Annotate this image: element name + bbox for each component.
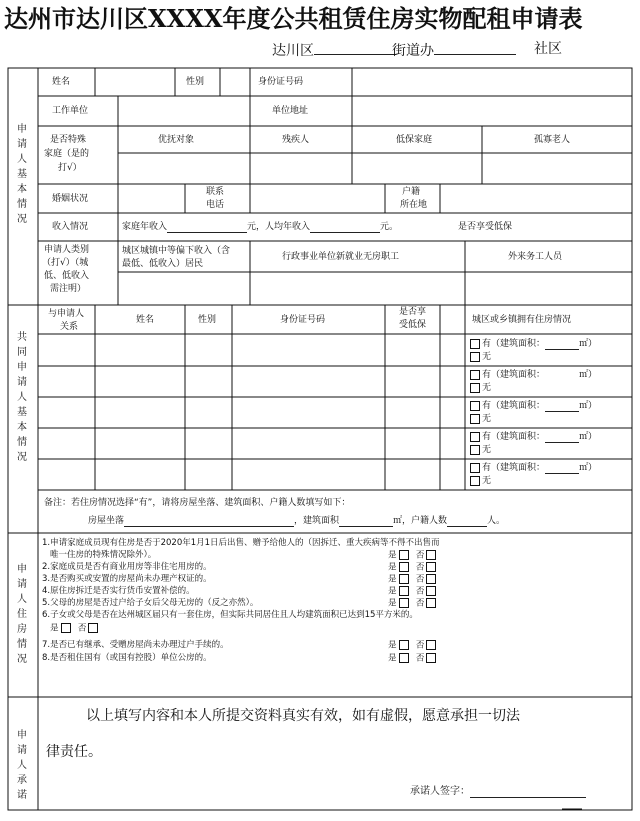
- category-c-label: 外来务工人员: [508, 252, 563, 262]
- question-6a: 6.子女或父母是否在达州城区届只有一套住房，但实际共同居住且人均建筑面积已达到15平方米的。: [42, 610, 418, 620]
- house-location-blank[interactable]: [124, 515, 294, 527]
- category-a-label-2: 最低、低收入）居民: [122, 259, 204, 269]
- yes-text: 是: [388, 640, 397, 651]
- question-8-answer: [388, 653, 438, 665]
- yes-text: 是: [388, 550, 397, 561]
- note-line-2: [88, 515, 505, 527]
- member-gender-header: 性别: [198, 315, 217, 325]
- contact-label-2: 电话: [206, 200, 225, 210]
- yes-checkbox[interactable]: [399, 586, 409, 596]
- question-7-answer: [388, 640, 438, 652]
- housing-has-checkbox[interactable]: [470, 339, 480, 349]
- relation-header-2: 关系: [60, 322, 79, 332]
- district-label: 达川区: [272, 43, 314, 59]
- housing-row-4: [468, 431, 597, 443]
- house-area-blank[interactable]: [339, 515, 393, 527]
- yes-text: 是: [388, 586, 397, 597]
- housing-area-blank[interactable]: [545, 462, 579, 474]
- section2-label: [16, 330, 30, 465]
- income-text: 家庭年收入: [122, 222, 168, 232]
- special-family-label-3: 打√）: [58, 163, 82, 173]
- section1-label-text: 申请人基本情况: [17, 124, 27, 225]
- office-label: 街道办: [392, 43, 434, 59]
- housing-has-text: 有（建筑面积：: [482, 401, 546, 411]
- housing-row-4-none: [468, 444, 491, 456]
- housing-unit-text: ㎡）: [579, 370, 598, 380]
- question-2-answer: [388, 562, 438, 574]
- note-area-unit-text: ㎡，户籍人数: [393, 516, 448, 526]
- yes-text: 是: [388, 574, 397, 585]
- employer-address-label: 单位地址: [272, 106, 309, 116]
- relation-header-1: 与申请人: [48, 309, 85, 319]
- yes-checkbox[interactable]: [399, 574, 409, 584]
- category-label-3: 低、低收入: [44, 271, 90, 281]
- housing-unit-text: ㎡）: [579, 463, 598, 473]
- pledge-line-2: 律责任。: [46, 744, 102, 760]
- special-family-label-2: 家庭（是的: [44, 149, 90, 159]
- note-line-1: 备注：若住房情况选择“有”，请将房屋坐落、建筑面积、户籍人数填写如下：: [44, 498, 351, 508]
- disabled-label: 残疾人: [282, 135, 310, 145]
- question-5: 5.父母的房屋是否过户给子女后父母无房的（反之亦然）。: [42, 598, 259, 608]
- no-text: 否: [415, 562, 425, 573]
- housing-none-text: 无: [482, 476, 492, 486]
- section1-label: [16, 122, 30, 227]
- section4-label: [16, 728, 30, 803]
- section3-label: [16, 562, 30, 667]
- member-name-header: 姓名: [136, 315, 155, 325]
- housing-row-3-none: [468, 413, 491, 425]
- housing-has-checkbox[interactable]: [470, 401, 480, 411]
- question-4-answer: [388, 586, 438, 598]
- hukou-label-1: 户籍: [402, 187, 421, 197]
- category-label-2: （打√）（城: [42, 258, 89, 268]
- housing-has-text: 有（建筑面积：: [482, 463, 546, 473]
- no-checkbox[interactable]: [426, 574, 436, 584]
- housing-none-text: 无: [482, 414, 492, 424]
- category-b-label: 行政事业单位新就业无房职工: [282, 252, 400, 262]
- signature-line: [410, 786, 586, 798]
- housing-none-checkbox[interactable]: [470, 352, 480, 362]
- signature-blank[interactable]: [470, 786, 586, 798]
- housing-none-checkbox[interactable]: [470, 476, 480, 486]
- category-label-1: 申请人类别: [44, 245, 90, 255]
- category-a-label-1: 城区城镇中等偏下收入（含: [122, 246, 231, 256]
- housing-row-2-none: [468, 382, 491, 394]
- hukou-count-blank[interactable]: [447, 515, 487, 527]
- yes-text: 是: [388, 653, 397, 664]
- housing-area-blank[interactable]: [545, 338, 579, 350]
- income-end-text: 元。: [380, 222, 399, 232]
- yes-checkbox[interactable]: [399, 562, 409, 572]
- hukou-label-2: 所在地: [400, 200, 428, 210]
- housing-row-1: [468, 338, 597, 350]
- yes-checkbox[interactable]: [399, 550, 409, 560]
- community-label: 社区: [534, 41, 562, 57]
- question-7: 7.是否已有继承、受赠房屋尚未办理过户手续的。: [42, 640, 229, 650]
- pledge-line-1: 以上填写内容和本人所提交资料真实有效，如有虚假，愿意承担一切法: [86, 708, 520, 724]
- yes-text: 是: [388, 598, 397, 609]
- note-location-text: 房屋坐落: [88, 516, 125, 526]
- id-number-label: 身份证号码: [258, 77, 304, 87]
- special-care-label: 优抚对象: [158, 135, 195, 145]
- section2-label-text: 共同申请人基本情况: [17, 332, 27, 463]
- name-label: 姓名: [52, 77, 71, 87]
- question-1a: 1.申请家庭成员现有住房是否于2020年1月1日后出售、赠予给他人的（因拆迁、重大疾病等不得不出售而: [42, 538, 440, 548]
- no-text: 否: [415, 653, 425, 664]
- yes-text: 是: [50, 623, 59, 634]
- note-area-text: ，建筑面积: [294, 516, 340, 526]
- low-income-label: 低保家庭: [396, 135, 433, 145]
- section3-label-text: 申请人住房情况: [17, 564, 27, 665]
- question-2: 2.家庭成员是否有商业用房等非住宅用房的。: [42, 562, 212, 572]
- housing-area-blank[interactable]: [545, 370, 579, 381]
- yes-checkbox[interactable]: [399, 598, 409, 608]
- employer-label: 工作单位: [52, 106, 89, 116]
- no-checkbox[interactable]: [88, 623, 98, 633]
- lowprotect-header-1: 是否享: [399, 307, 427, 317]
- elderly-label: 孤寡老人: [534, 135, 571, 145]
- per-capita-income-blank[interactable]: [310, 221, 380, 233]
- income-mid-text: 元，人均年收入: [247, 222, 311, 232]
- housing-row-2: [468, 369, 597, 381]
- housing-header: 城区或乡镇拥有住房情况: [472, 315, 572, 325]
- housing-has-checkbox[interactable]: [470, 432, 480, 442]
- form-title: 达州市达川区XXXX年度公共租赁住房实物配租申请表: [4, 4, 583, 33]
- yes-checkbox[interactable]: [399, 653, 409, 663]
- income-line: [122, 221, 398, 233]
- housing-none-text: 无: [482, 445, 492, 455]
- housing-row-5-none: [468, 475, 491, 487]
- lowprotect-header-2: 受低保: [399, 320, 427, 330]
- housing-row-5: [468, 462, 597, 474]
- marital-label: 婚姻状况: [52, 194, 89, 204]
- no-checkbox[interactable]: [426, 598, 436, 608]
- no-text: 否: [415, 574, 425, 585]
- category-label-4: 需注明）: [50, 284, 87, 294]
- housing-area-blank[interactable]: [545, 431, 579, 443]
- question-3-answer: [388, 574, 438, 586]
- question-1b: 唯一住房的特殊情况除外）。: [50, 550, 157, 560]
- no-checkbox[interactable]: [426, 640, 436, 650]
- question-3: 3.是否购买或安置的房屋尚未办理产权证的。: [42, 574, 212, 584]
- housing-unit-text: ㎡）: [579, 339, 598, 349]
- signature-label: 承诺人签字：: [410, 786, 470, 797]
- housing-row-3: [468, 400, 597, 412]
- housing-none-checkbox[interactable]: [470, 445, 480, 455]
- yes-checkbox[interactable]: [399, 640, 409, 650]
- yes-checkbox[interactable]: [61, 623, 71, 633]
- housing-has-text: 有（建筑面积：: [482, 370, 546, 380]
- housing-unit-text: ㎡）: [579, 432, 598, 442]
- housing-has-checkbox[interactable]: [470, 370, 480, 380]
- gender-label: 性别: [186, 77, 205, 87]
- question-6-answer: [50, 623, 100, 635]
- no-text: 否: [415, 586, 425, 597]
- housing-has-text: 有（建筑面积：: [482, 339, 546, 349]
- no-text: 否: [415, 640, 425, 651]
- no-checkbox[interactable]: [426, 586, 436, 596]
- housing-none-checkbox[interactable]: [470, 414, 480, 424]
- housing-has-text: 有（建筑面积：: [482, 432, 546, 442]
- housing-none-text: 无: [482, 352, 492, 362]
- section4-label-text: 申请人承诺: [17, 730, 27, 801]
- note-person-unit-text: 人。: [487, 516, 506, 526]
- no-checkbox[interactable]: [426, 562, 436, 572]
- housing-area-blank[interactable]: [545, 400, 579, 412]
- housing-none-text: 无: [482, 383, 492, 393]
- low-protect-label: 是否享受低保: [458, 222, 513, 232]
- member-id-header: 身份证号码: [280, 315, 326, 325]
- question-1-answer: [388, 550, 438, 562]
- housing-has-checkbox[interactable]: [470, 463, 480, 473]
- housing-unit-text: ㎡）: [579, 401, 598, 411]
- special-family-label-1: 是否特殊: [50, 135, 87, 145]
- question-8: 8.是否租住国有（或国有控股）单位公房的。: [42, 653, 212, 663]
- no-checkbox[interactable]: [426, 550, 436, 560]
- yes-text: 是: [388, 562, 397, 573]
- no-text: 否: [415, 550, 425, 561]
- question-4: 4.原住房拆迁是否实行货币安置补偿的。: [42, 586, 195, 596]
- family-income-blank[interactable]: [167, 221, 247, 233]
- no-text: 否: [77, 623, 87, 634]
- income-label: 收入情况: [52, 222, 89, 232]
- no-checkbox[interactable]: [426, 653, 436, 663]
- housing-row-1-none: [468, 351, 491, 363]
- housing-none-checkbox[interactable]: [470, 383, 480, 393]
- no-text: 否: [415, 598, 425, 609]
- contact-label-1: 联系: [206, 187, 225, 197]
- question-5-answer: [388, 598, 438, 610]
